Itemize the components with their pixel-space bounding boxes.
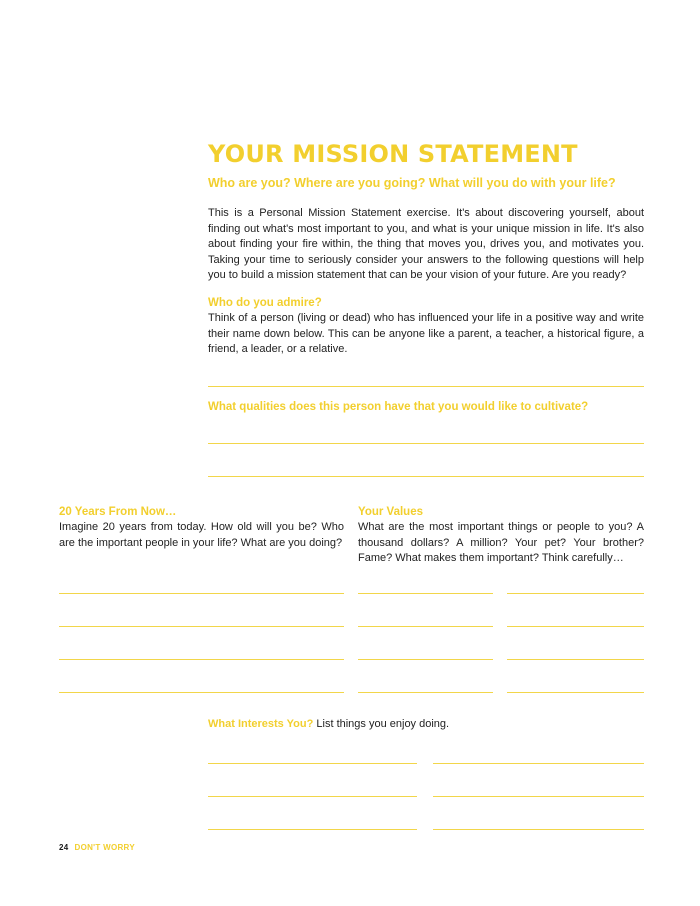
values-line-left-1[interactable]: [358, 593, 493, 594]
values-line-left-4[interactable]: [358, 692, 493, 693]
interests-line-left-1[interactable]: [208, 763, 417, 764]
qualities-answer-line-1[interactable]: [208, 443, 644, 444]
twenty-years-line-2[interactable]: [59, 626, 344, 627]
values-line-right-4[interactable]: [507, 692, 644, 693]
interests-line-right-1[interactable]: [433, 763, 644, 764]
page-footer: [59, 843, 135, 852]
book-title: DON'T WORRY: [74, 843, 135, 852]
values-line-left-2[interactable]: [358, 626, 493, 627]
values-line-left-3[interactable]: [358, 659, 493, 660]
interests-text: List things you enjoy doing.: [316, 718, 450, 730]
admire-answer-line[interactable]: [208, 386, 644, 387]
values-text: What are the most important things or people to you? A thousand dollars? A million? Your pet? Your brother? Fame? What makes them important? Think carefully…: [358, 521, 644, 564]
interests-line-left-2[interactable]: [208, 796, 417, 797]
interests-heading: What Interests You?: [208, 718, 314, 730]
values-line-right-3[interactable]: [507, 659, 644, 660]
interests-line-right-2[interactable]: [433, 796, 644, 797]
qualities-answer-line-2[interactable]: [208, 476, 644, 477]
intro-paragraph: This is a Personal Mission Statement exercise. It's about discovering yourself, about finding out what's most important to you, and what is your unique mission in life. It's also about finding your fire within, the thing that moves you, drives you, and motivates you. Taking your time to seriously consider your answers to the following questions will help you to build a mission statement that can be your vision of your future. Are you ready?: [208, 207, 644, 281]
qualities-heading: What qualities does this person have that you would like to cultivate?: [208, 401, 589, 413]
admire-text: Think of a person (living or dead) who has influenced your life in a positive way and write their name down below. This can be anyone like a parent, a teacher, a historical figure, a friend, a leader, or a relative.: [208, 312, 644, 355]
values-line-right-1[interactable]: [507, 593, 644, 594]
values-line-right-2[interactable]: [507, 626, 644, 627]
twenty-years-heading: 20 Years From Now…: [59, 506, 177, 518]
interests-line-left-3[interactable]: [208, 829, 417, 830]
twenty-years-line-4[interactable]: [59, 692, 344, 693]
page-title: YOUR MISSION STATEMENT: [208, 140, 578, 168]
twenty-years-line-3[interactable]: [59, 659, 344, 660]
twenty-years-line-1[interactable]: [59, 593, 344, 594]
values-heading: Your Values: [358, 506, 423, 518]
interests-line-right-3[interactable]: [433, 829, 644, 830]
twenty-years-text: Imagine 20 years from today. How old will you be? Who are the important people in your life? What are you doing?: [59, 521, 344, 549]
page-number: 24: [59, 843, 69, 852]
page-subtitle: Who are you? Where are you going? What will you do with your life?: [208, 176, 616, 190]
admire-heading: Who do you admire?: [208, 297, 322, 309]
interests-line: [208, 717, 644, 733]
